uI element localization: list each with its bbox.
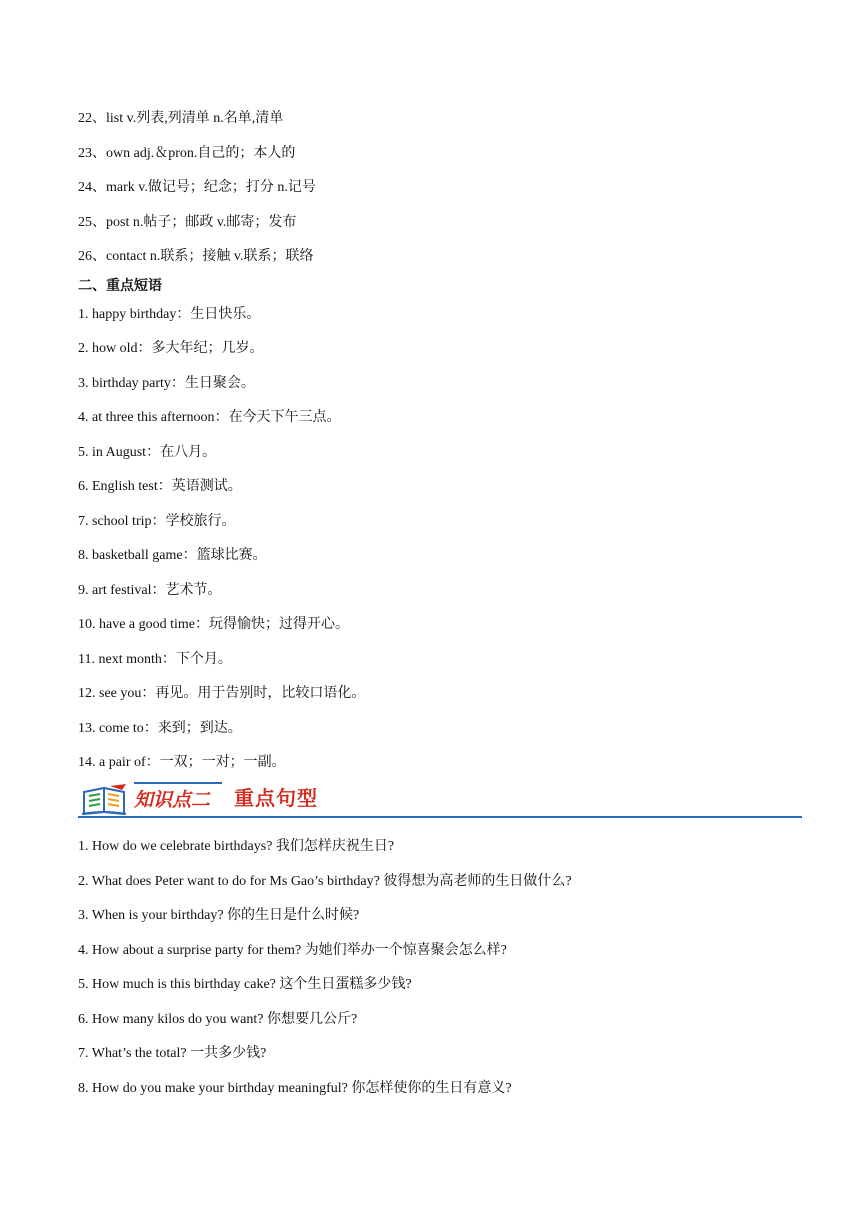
phrase-item: 2. how old：多大年纪；几岁。 [78,341,264,356]
phrase-item: 13. come to：来到；到达。 [78,721,242,736]
banner-label: 知识点二 [134,789,211,811]
sentence-item: 2. What does Peter want to do for Ms Gao’s birthday? 彼得想为高老师的生日做什么? [78,874,572,889]
phrase-item: 5. in August：在八月。 [78,445,217,460]
vocab-item: 23、own adj.＆pron.自己的；本人的 [78,146,296,161]
open-book-icon [80,784,130,816]
banner-top-rule [134,782,222,784]
phrases-heading: 二、重点短语 [78,278,162,294]
vocab-item: 22、list v.列表,列清单 n.名单,清单 [78,111,284,126]
phrase-item: 11. next month：下个月。 [78,652,232,667]
sentence-item: 1. How do we celebrate birthdays? 我们怎样庆祝生日? [78,839,395,854]
banner-title: 重点句型 [234,786,318,810]
vocab-item: 24、mark v.做记号；纪念；打分 n.记号 [78,180,316,195]
phrase-item: 6. English test：英语测试。 [78,479,242,494]
phrase-item: 3. birthday party：生日聚会。 [78,376,255,391]
sentence-item: 3. When is your birthday? 你的生日是什么时候? [78,908,360,923]
phrase-item: 14. a pair of：一双；一对；一副。 [78,755,286,770]
phrase-item: 4. at three this afternoon：在今天下午三点。 [78,410,341,425]
phrase-item: 9. art festival：艺术节。 [78,583,222,598]
banner-underline [78,816,802,818]
knowledge-point-banner [78,780,802,820]
phrase-item: 8. basketball game：篮球比赛。 [78,548,267,563]
sentence-item: 5. How much is this birthday cake? 这个生日蛋糕多少钱? [78,977,412,992]
phrase-item: 10. have a good time：玩得愉快；过得开心。 [78,617,350,632]
phrase-item: 1. happy birthday：生日快乐。 [78,307,261,322]
vocab-item: 26、contact n.联系；接触 v.联系；联络 [78,249,314,264]
sentence-item: 6. How many kilos do you want? 你想要几公斤? [78,1012,358,1027]
sentence-item: 7. What’s the total? 一共多少钱? [78,1046,267,1061]
sentence-item: 4. How about a surprise party for them? 为她们举办一个惊喜聚会怎么样? [78,943,507,958]
vocab-item: 25、post n.帖子；邮政 v.邮寄；发布 [78,215,297,230]
phrase-item: 12. see you：再见。用于告别时，比较口语化。 [78,686,366,701]
sentence-item: 8. How do you make your birthday meaningful? 你怎样使你的生日有意义? [78,1081,512,1096]
phrase-item: 7. school trip：学校旅行。 [78,514,236,529]
